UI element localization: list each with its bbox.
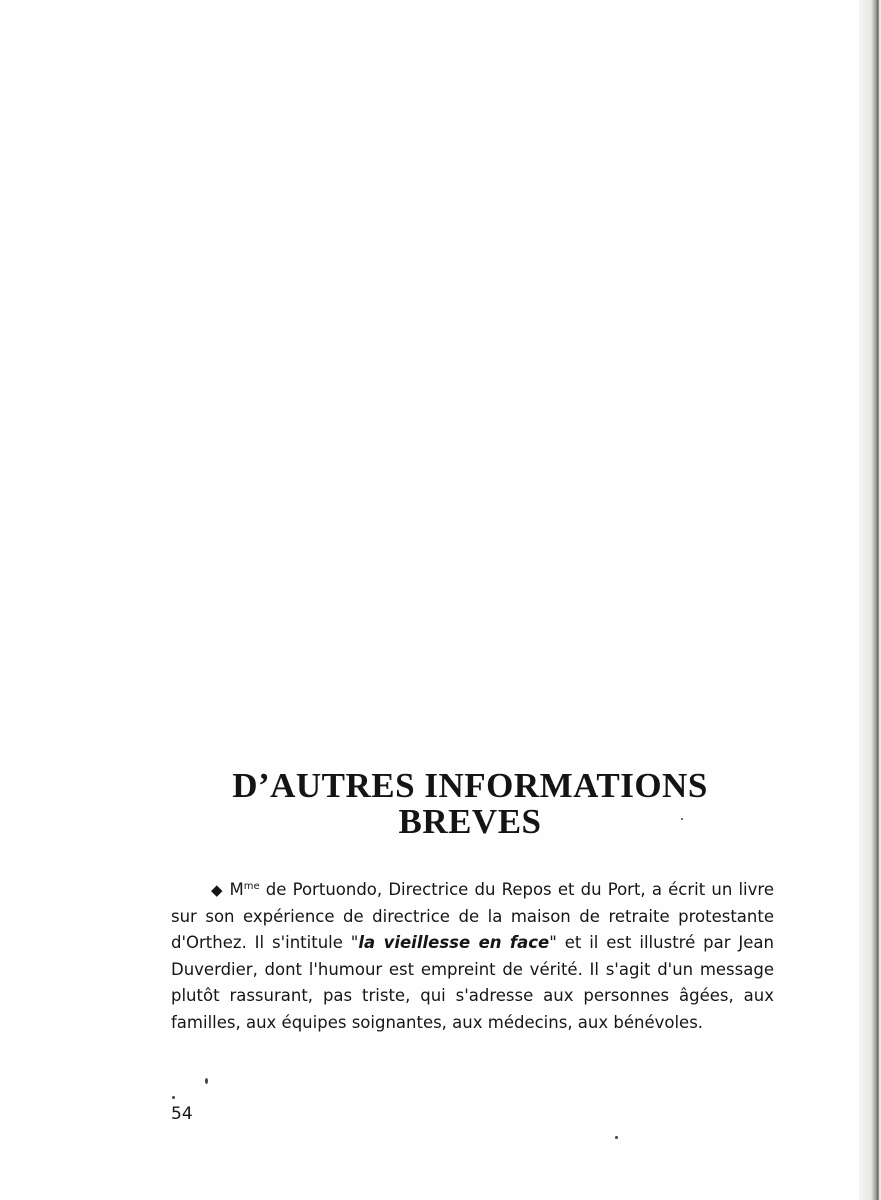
page-edge-shadow	[859, 0, 881, 1200]
scan-speck	[615, 1136, 618, 1139]
article-paragraph	[171, 874, 774, 1036]
title-line-2: BREVES	[398, 802, 542, 841]
page-number: 54	[171, 1104, 193, 1124]
diamond-bullet-icon: ◆	[211, 881, 224, 899]
paragraph-text-part-2: " et il est illustré par Jean Duverdier, dont l'humour est empreint de vérité. Il s'agit d'un message plutôt rassurant, pas triste, qui s'adresse aux personnes âgées, aux familles, aux équipes soignantes, aux médecins, aux bénévoles.	[171, 933, 774, 1032]
honorific: M	[229, 880, 244, 899]
book-title: la vieillesse en face	[358, 933, 550, 952]
article-title	[120, 768, 820, 840]
title-line-1: D’AUTRES INFORMATIONS	[232, 766, 708, 805]
scan-speck	[172, 1096, 175, 1099]
paragraph-text-part-1: de Portuondo, Directrice du Repos et du Port, a écrit un livre sur son expérience de directrice de la maison de retraite protestante d'Orthez. Il s'intitule "	[171, 880, 774, 952]
honorific-superscript: me	[243, 881, 260, 892]
paragraph-indent	[171, 880, 211, 899]
scan-speck	[681, 818, 683, 820]
scan-speck	[205, 1078, 208, 1084]
